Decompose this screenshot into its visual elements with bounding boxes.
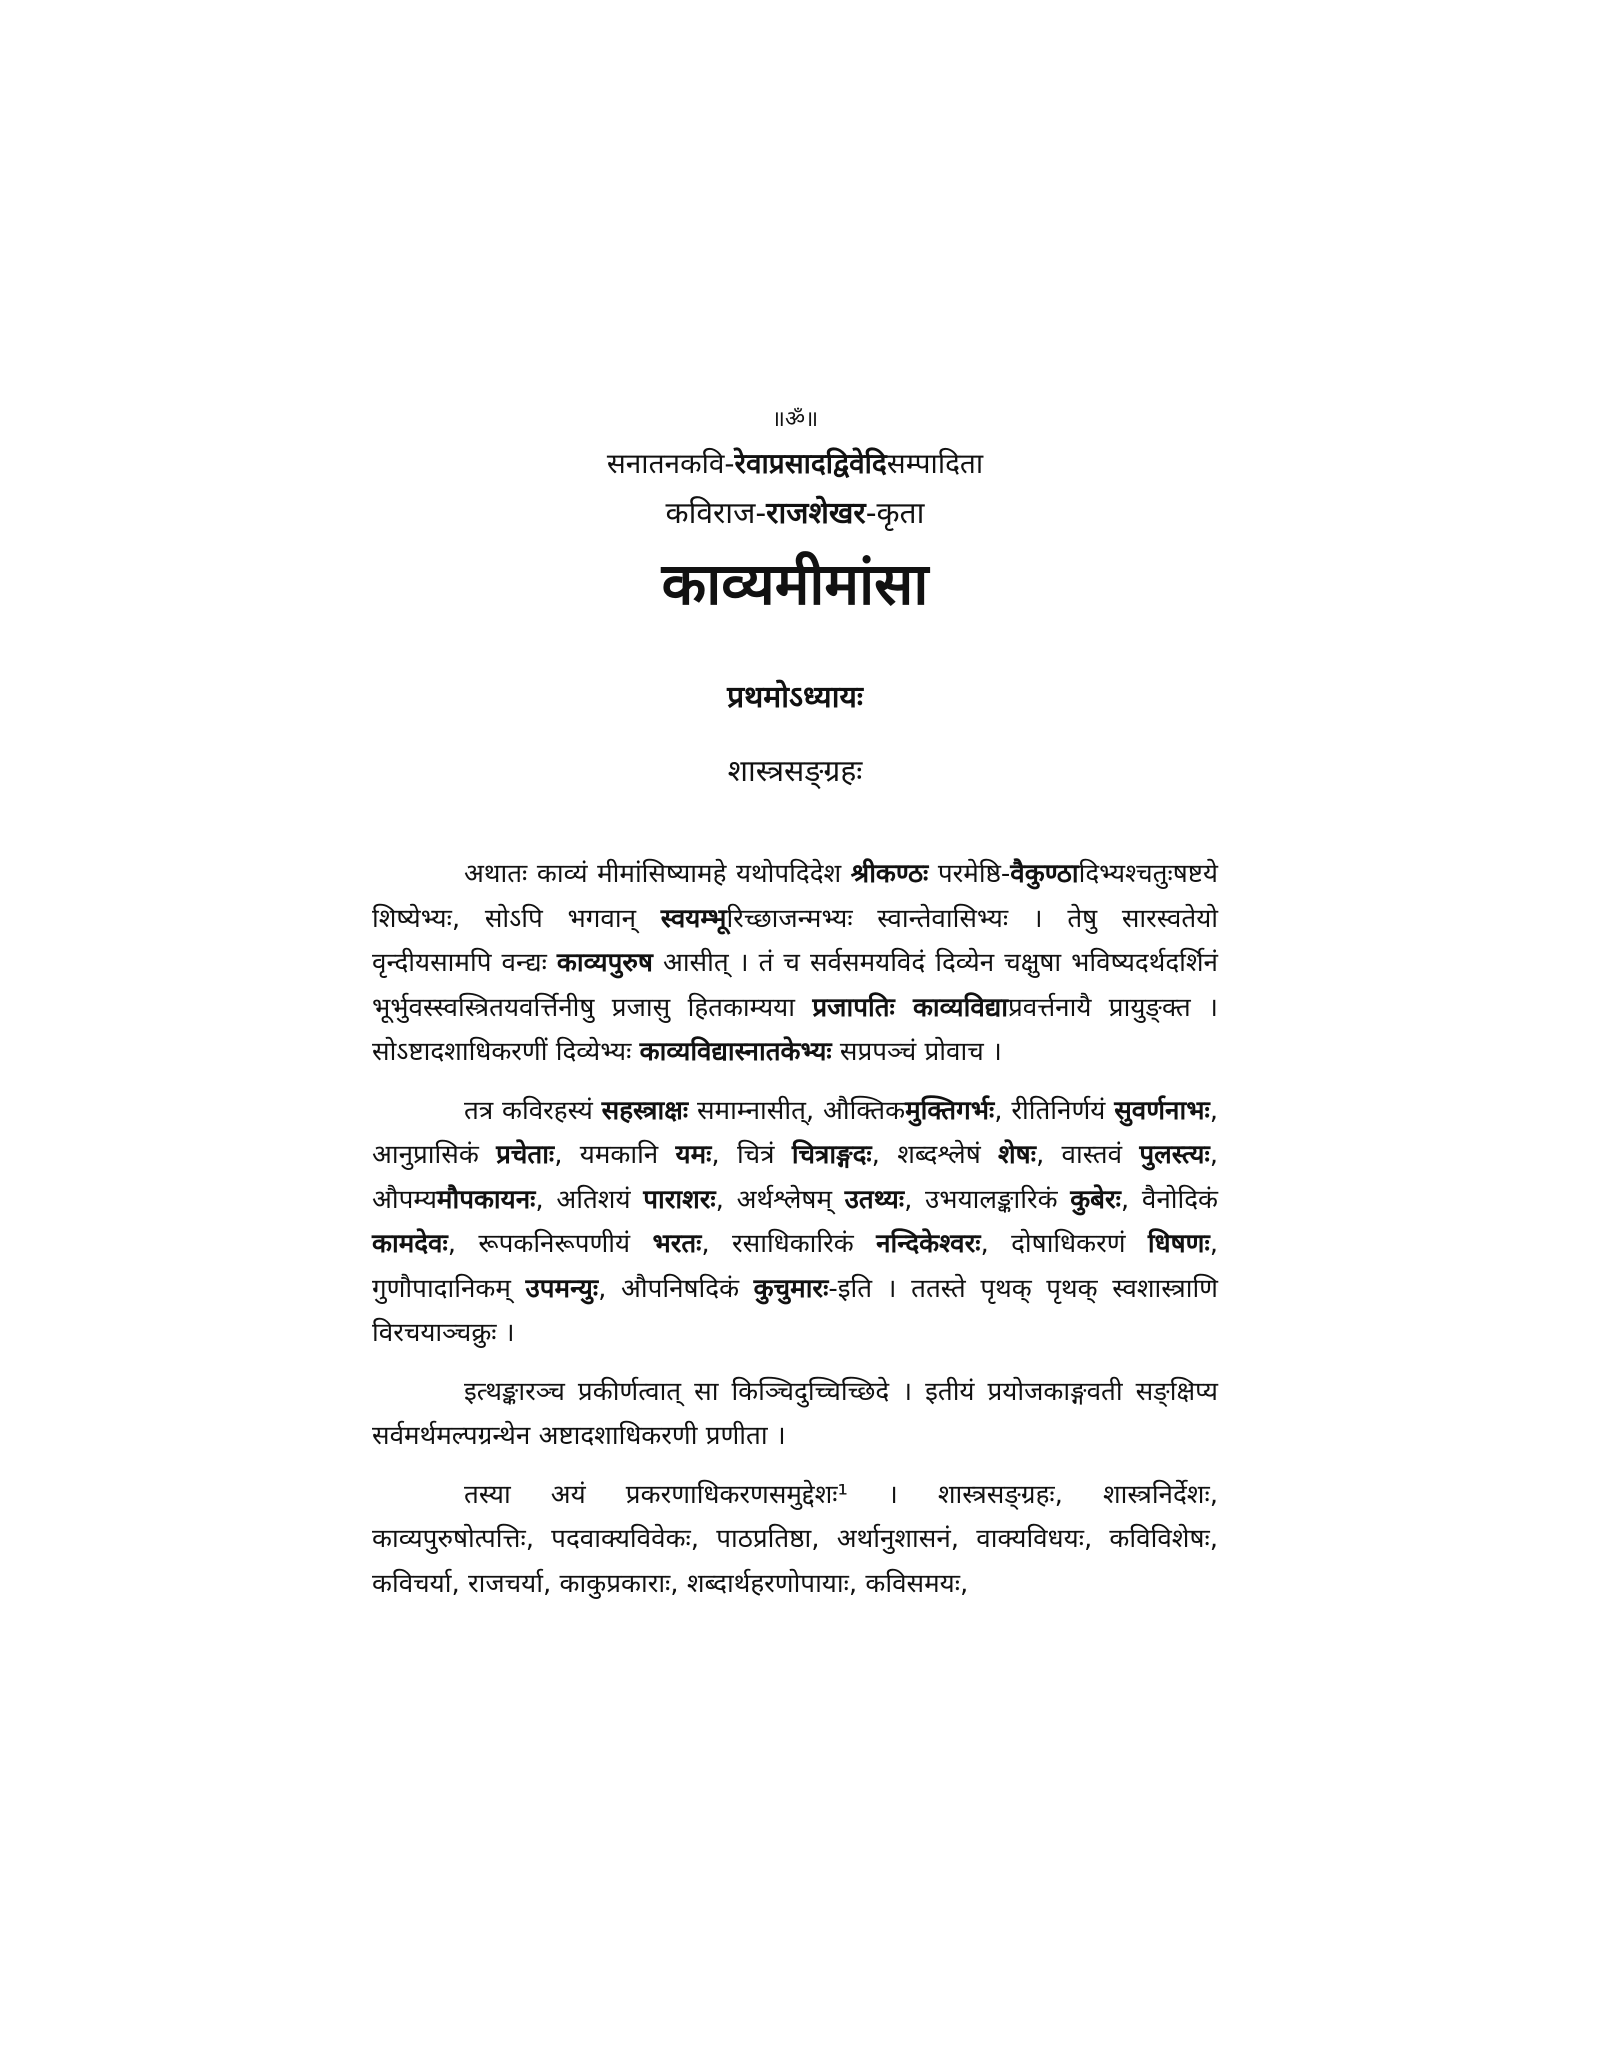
text-run: , चित्रं bbox=[711, 1140, 792, 1170]
bold-term: धिषणः bbox=[1147, 1229, 1210, 1259]
text-run: इत्थङ्कारञ्च प्रकीर्णत्वात् सा किञ्चिदुच्चिच्छिदे । इतीयं प्रयोजकाङ्गवती सङ्क्षिप्य सर्वमर्थमल्पग्रन्थेन अष्टादशाधिकरणी प्रणीता । bbox=[372, 1376, 1218, 1451]
text-run: , रीतिनिर्णयं bbox=[994, 1095, 1115, 1126]
text-run: , यमकानि bbox=[554, 1140, 676, 1170]
text-run: , अर्थश्लेषम् bbox=[715, 1184, 845, 1215]
page bbox=[372, 400, 1218, 1620]
author-line bbox=[372, 488, 1218, 540]
editor-line bbox=[372, 440, 1218, 488]
author-name: राजशेखर bbox=[766, 496, 866, 531]
bold-term: कामदेवः bbox=[372, 1229, 448, 1259]
text-run: प्रवर्त्तनायै प्रायुङ्क्त । सोऽष्टादशाधिकरणीं दिव्येभ्यः bbox=[372, 992, 1218, 1067]
editor-name: रेवाप्रसादद्विवेदि bbox=[734, 447, 887, 480]
bold-term: पुलस्त्यः bbox=[1139, 1140, 1210, 1170]
bold-term: मुक्तिगर्भः bbox=[905, 1095, 995, 1126]
text-run: , शब्दश्लेषं bbox=[871, 1140, 998, 1170]
text-run: , आनुप्रासिकं bbox=[372, 1095, 1218, 1170]
bold-term: प्रचेताः bbox=[496, 1140, 555, 1170]
bold-term: सहस्त्राक्षः bbox=[601, 1095, 689, 1126]
bold-term: उतथ्यः bbox=[844, 1184, 905, 1215]
bold-term: काव्यपुरुष bbox=[556, 948, 653, 978]
text-run: आसीत् । तं च सर्वसमयविदं दिव्येन चक्षुषा भविष्यदर्थदर्शिनं भूर्भुवस्स्वस्त्रितयवर्त्तिनीषु प्रजासु हितकाम्यया bbox=[372, 948, 1218, 1023]
text-run: सप्रपञ्चं प्रोवाच । bbox=[831, 1037, 1002, 1067]
bold-term: मौपकायनः bbox=[436, 1184, 536, 1215]
text-run: परमेष्ठि- bbox=[928, 859, 1011, 889]
text-run: समाम्नासीत्, औक्तिक bbox=[688, 1095, 906, 1126]
text-run: तस्या अयं प्रकरणाधिकरणसमुद्देशः¹ । शास्त्रसङ्ग्रहः, शास्त्रनिर्देशः, काव्यपुरुषोत्पत्तिः, पदवाक्यविवेकः, पाठप्रतिष्ठा, अर्थानुशासनं, वाक्यविधयः, कविविशेषः, कविचर्या, राजचर्या, काकुप्रकाराः, शब्दार्थहरणोपायाः, कविसमयः, bbox=[372, 1479, 1218, 1599]
bold-term: श्रीकण्ठः bbox=[850, 859, 929, 889]
bold-term: नन्दिकेश्वरः bbox=[876, 1229, 981, 1259]
bold-term: उपमन्युः bbox=[525, 1273, 599, 1304]
book-title: काव्यमीमांसा bbox=[661, 550, 929, 618]
bold-term: चित्राङ्गदः bbox=[791, 1140, 872, 1170]
text-run: तत्र कविरहस्यं bbox=[464, 1095, 602, 1126]
bold-term: वैकुण्ठा bbox=[1010, 859, 1079, 889]
paragraph bbox=[372, 1370, 1218, 1459]
body-text bbox=[372, 852, 1218, 1606]
bold-term: स्वयम्भू bbox=[660, 903, 727, 934]
text-run: , वास्तवं bbox=[1035, 1140, 1140, 1170]
bold-term: कुबेरः bbox=[1070, 1184, 1121, 1215]
paragraph bbox=[372, 1089, 1218, 1356]
text-run: , उभयालङ्कारिकं bbox=[904, 1184, 1071, 1215]
bold-term: पाराशरः bbox=[643, 1184, 716, 1215]
bold-term: काव्यविद्यास्नातकेभ्यः bbox=[639, 1037, 832, 1067]
text-run: , गुणौपादानिकम् bbox=[372, 1229, 1218, 1304]
bold-term: भरतः bbox=[652, 1229, 702, 1259]
text-run: , अतिशयं bbox=[535, 1184, 644, 1215]
editor-prefix: सनातनकवि- bbox=[606, 447, 735, 480]
chapter-heading: प्रथमोऽध्यायः bbox=[727, 680, 863, 715]
text-run: , वैनोदिकं bbox=[1120, 1184, 1218, 1215]
author-suffix: -कृता bbox=[865, 496, 925, 531]
om-invocation: ॥ॐ॥ bbox=[771, 407, 819, 432]
text-run: , औपनिषदिकं bbox=[598, 1273, 754, 1304]
author-prefix: कविराज- bbox=[665, 496, 767, 531]
text-run: रिच्छाजन्मभ्यः स्वान्तेवासिभ्यः । तेषु सारस्वतेयो वृन्दीयसामपि वन्द्यः bbox=[372, 903, 1219, 978]
bold-term: प्रजापतिः काव्यविद्या bbox=[812, 992, 1008, 1023]
text-run: दिभ्यश्चतुःषष्टये शिष्येभ्यः, सोऽपि भगवान् bbox=[372, 859, 1218, 934]
paragraph bbox=[372, 852, 1218, 1075]
text-run: , औपम्य bbox=[372, 1140, 1219, 1215]
text-run: अथातः काव्यं मीमांसिष्यामहे यथोपदिदेश bbox=[464, 859, 851, 889]
bold-term: शेषः bbox=[998, 1140, 1036, 1170]
section-heading: शास्त्रसङ्ग्रहः bbox=[727, 754, 863, 789]
bold-term: सुवर्णनाभः bbox=[1114, 1095, 1210, 1126]
editor-suffix: सम्पादिता bbox=[886, 447, 984, 480]
text-run: -इति । ततस्ते पृथक् पृथक् स्वशास्त्राणि विरचयाञ्चक्रुः । bbox=[372, 1273, 1218, 1348]
text-run: , रूपकनिरूपणीयं bbox=[447, 1229, 653, 1259]
bold-term: कुचुमारः bbox=[753, 1273, 829, 1304]
bold-term: यमः bbox=[675, 1140, 712, 1170]
paragraph bbox=[372, 1473, 1218, 1607]
text-run: , रसाधिकारिकं bbox=[701, 1229, 877, 1259]
text-run: , दोषाधिकरणं bbox=[980, 1229, 1148, 1259]
